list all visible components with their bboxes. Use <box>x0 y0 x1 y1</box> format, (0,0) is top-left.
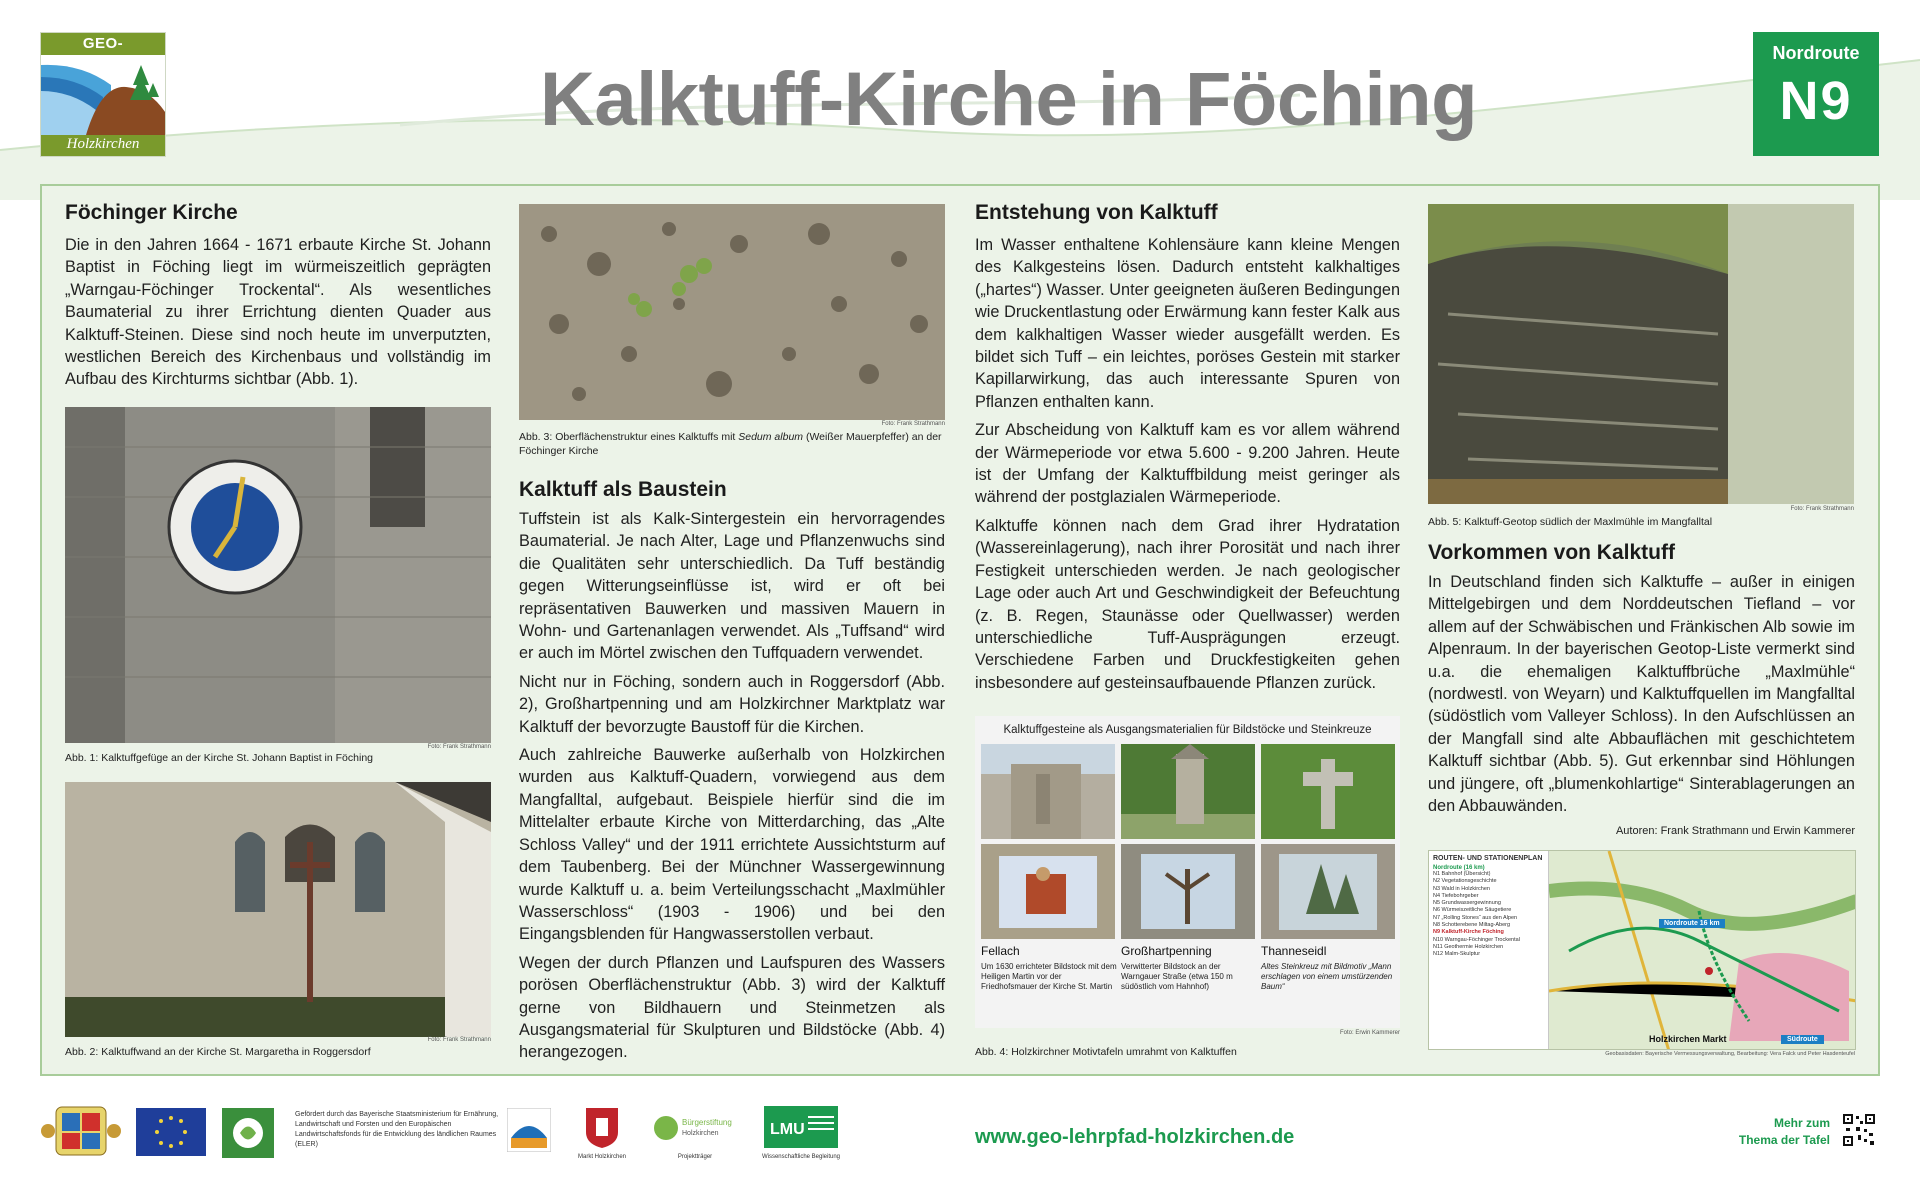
fig5-credit: Foto: Frank Strathmann <box>1790 506 1854 512</box>
markt-holzkirchen-crest <box>582 1106 622 1155</box>
grid-title: Kalktuffgesteine als Ausgangsmaterialien für Bildstöcke und Steinkreuze <box>1003 724 1372 736</box>
tile-thanneseidl-cross <box>1261 744 1395 839</box>
heading-vorkommen-von-kalktuff: Vorkommen von Kalktuff <box>1428 541 1675 564</box>
text-foechinger-kirche: Die in den Jahren 1664 - 1671 erbaute Kirche St. Johann Baptist in Föching liegt im würmeiszeitlich geprägten „Warngau-Föchinger Trockental“. Als wesentliches Baumaterial zu ihrer Errichtung dienten Quader aus Kalktuff-Steinen. Diese sind noch heute im unverputzten, westlichen Bereich des Kirchenbaus und vollständig im Aufbau des Kirchturms sichtbar (Abb. 1). <box>65 236 491 389</box>
website-link[interactable]: www.geo-lehrpfad-holzkirchen.de <box>975 1126 1295 1148</box>
bavaria-coat-of-arms-logo <box>40 1105 122 1162</box>
heading-foechinger-kirche: Föchinger Kirche <box>65 201 238 224</box>
fig4-credit: Foto: Erwin Kammerer <box>1339 1030 1400 1036</box>
logo-name: Holzkirchen <box>66 136 140 152</box>
stiftung-label: Projektträger <box>677 1154 713 1160</box>
fig1-caption: Abb. 1: Kalktuffgefüge an der Kirche St. Johann Baptist in Föching <box>65 752 374 764</box>
tile-fellach-church <box>981 744 1115 839</box>
legend-item: N2 Vegetationsgeschichte <box>1433 878 1497 885</box>
tile-desc-grosshartpenning: Verwitterter Bildstock an der Warngauer Straße (etwa 150 m südöstlich vom Hahnhof) <box>1121 962 1233 991</box>
svg-text:Holzkirchen: Holzkirchen <box>682 1130 719 1137</box>
fig3-credit: Foto: Frank Strathmann <box>881 421 945 427</box>
legend-title: ROUTEN- UND STATIONENPLAN <box>1433 855 1543 862</box>
tile-grosshartpenning-panel <box>1121 844 1255 939</box>
legend-item: N4 Tiefebohrgeber <box>1433 892 1479 899</box>
legend-item: N11 Geothermie Holzkirchen <box>1433 943 1504 950</box>
map-source: Geobasisdaten: Bayerische Vermessungsverwaltung, Bearbeitung: Vera Falck und Peter Hasdenteufel <box>1605 1051 1855 1057</box>
logo-title: GEO- <box>82 35 124 52</box>
route-map[interactable] <box>1428 850 1856 1050</box>
paragraph: Auch zahlreiche Bauwerke außerhalb von Holzkirchen wurden aus Kalktuff-Quadern, vorwiegend aus dem Mangfalltal, aufgebaut. Beispiele hierfür sind die im Mittelalter erbaute Kirche von Mitterdarching, das „Alte Schloss Valley“ und der 1911 errichtete Aussichtsturm auf dem Taubenberg. Bei der Münchner Wassergewinnung wurde Kalktuff u. a. beim Verteilungsschacht „Maxlmühler Wasserschloss“ (1903 - 1906) und bei den Eingangsblenden für Hangwasserstollen verbaut. <box>519 746 945 944</box>
route-code: N9 <box>1779 71 1853 131</box>
eu-flag-icon <box>136 1108 206 1161</box>
photo-tuff-surface-sedum <box>519 204 945 420</box>
buergerstiftung-logo <box>650 1108 738 1153</box>
fig2-credit: Foto: Frank Strathmann <box>427 1037 491 1043</box>
paragraph: Kalktuffe können nach dem Grad ihrer Hydratation (Wassereinlagerung), nach ihrer Porosität und nach ihrer Festigkeit unterschieden werden. Je nach geologischer Lage oder auch Art und Geschwindigkeit der Befeuchtung (z. B. Regen, Staunässe oder Quellwasser) werden unterschiedliche Tuff-Ausprägungen erzeugt. Verschiedene Farben und Druckfestigkeiten gehen insbesondere auf gesteinsaufbauende Pflanzen zurück. <box>975 516 1400 692</box>
photo-church-tower-clock <box>65 407 491 743</box>
north-route-label: Nordroute 16 km <box>1659 919 1725 928</box>
legend-item: N9 Kalktuff-Kirche Föching <box>1433 929 1504 936</box>
figure-motivtafeln <box>975 716 1400 1028</box>
lmu-label: Wissenschaftliche Begleitung <box>761 1154 841 1160</box>
text-vorkommen-von-kalktuff: In Deutschland finden sich Kalktuffe – außer in einigen Mittelgebirgen und dem Norddeutschen Tiefland – vor allem auf der Schwäbischen und Fränkischen Alb sowie im Alpenraum. In der bayerischen Geotop-Liste vermerkt sind u.a. die ehemaligen Kalktuffbrüche „Maxlmühle“ (nordwestl. von Weyarn) und Kalktuffquellen im Mangfalltal (südöstlich vom Valleyer Schloss). In den Aufschlüssen an der Mangfall sind alte Abbauflächen mit geschichtetem Kalktuff sichtbar (Abb. 5). Gut erkennbar sind Höhlungen und jüngere, oft „blumenkohlartige“ Sinterablagerungen an den Abbauwänden. <box>1428 573 1855 816</box>
tile-name-grosshartpenning: Großhartpenning <box>1121 944 1212 958</box>
text-kalktuff-als-baustein <box>519 508 945 1070</box>
more-about-topic[interactable] <box>1728 1115 1830 1149</box>
text-entstehung-von-kalktuff <box>975 234 1400 700</box>
authors: Autoren: Frank Strathmann und Erwin Kammerer <box>1615 825 1855 837</box>
legend-route: Nordroute (16 km) <box>1433 865 1485 871</box>
svg-text:Bürgerstiftung: Bürgerstiftung <box>682 1118 732 1127</box>
heading-entstehung-von-kalktuff: Entstehung von Kalktuff <box>975 201 1218 224</box>
landscape-icon <box>41 55 166 135</box>
route-label: Nordroute <box>1772 43 1860 63</box>
photo-tuff-wall-roggersdorf <box>65 782 491 1037</box>
lmu-logo <box>764 1106 838 1153</box>
fig5-caption: Abb. 5: Kalktuff-Geotop südlich der Maxlmühle im Mangfalltal <box>1428 516 1713 528</box>
paragraph: Zur Abscheidung von Kalktuff kam es vor allem während der Wärmeperiode vor etwa 5.600 - 9.200 Jahren. Heute ist der Umfang der Kalktuffbildung meist geringer als während der postglazialen Wärmeperiode. <box>975 421 1400 507</box>
legend-item: N6 Würmeiszeitliche Säugetiere <box>1433 907 1512 914</box>
legend-item: N7 „Rolling Stones“ aus den Alpen <box>1433 914 1518 921</box>
south-route-label: Südroute <box>1781 1035 1824 1044</box>
legend-list <box>1433 871 1544 959</box>
paragraph: Im Wasser enthaltene Kohlensäure kann kleine Mengen des Kalkgesteins lösen. Dadurch entsteht kalkhaltiges („hartes“) Wasser. Unter geeigneten äußeren Bedingungen wie Druckentlastung oder Erwärmung kann fester Kalk aus dem kalkhaltigen Wasser wieder ausgefällt werden. Es bildet sich Tuff – ein leichtes, poröses Gestein mit starker Kapillarwirkung, das auch interessante Spuren von Pflanzen enthalten kann. <box>975 236 1400 411</box>
tile-desc-fellach: Um 1630 errichteter Bildstock mit dem Heiligen Martin vor der Friedhofsmauer der Kirche St. Martin <box>981 962 1117 991</box>
route-badge <box>1753 32 1879 156</box>
paragraph: Nicht nur in Föching, sondern auch in Roggersdorf (Abb. 2), Großhartpenning und am Holzkirchner Marktplatz war Kalktuff der bevorzugte Baustoff für die Kirchen. <box>519 672 945 736</box>
tile-thanneseidl-panel <box>1261 844 1395 939</box>
heading-kalktuff-als-baustein: Kalktuff als Baustein <box>519 478 727 501</box>
page-title: Kalktuff-Kirche in Föching <box>540 57 1477 142</box>
fig1-credit: Foto: Frank Strathmann <box>427 744 491 750</box>
svg-text:LMU: LMU <box>770 1121 805 1138</box>
fig2-caption: Abb. 2: Kalktuffwand an der Kirche St. Margaretha in Roggersdorf <box>65 1046 371 1058</box>
lag-logo <box>507 1108 551 1157</box>
legend-item: N12 Malm-Skulptur <box>1433 951 1481 958</box>
more-line1: Mehr zum <box>1773 1116 1830 1130</box>
paragraph: Tuffstein ist als Kalk-Sintergestein ein hervorragendes Baumaterial. Je nach Alter, Lage und Pflanzenwuchs sind die Qualitäten sehr unterschiedlich. Da Tuff beständig gegen Witterungseinflüsse ist, wird er oft bei repräsentativen Bauwerken und massiven Mauern in Wohn- und Gartenanlagen verwendet. Als „Tuffsand“ wird er auch im Mörtel zwischen den Tuffquadern verwendet. <box>519 510 945 663</box>
geo-lehrpfad-logo[interactable] <box>40 32 166 157</box>
legend-item: N5 Grundwassergewinnung <box>1433 900 1501 907</box>
leader-logo <box>222 1108 274 1163</box>
tile-name-thanneseidl: Thanneseidl <box>1261 944 1327 958</box>
map-legend <box>1429 851 1549 1050</box>
qr-code-icon[interactable] <box>1842 1113 1876 1147</box>
map-town-label: Holzkirchen Markt <box>1649 1034 1727 1044</box>
funding-text: Gefördert durch das Bayerische Staatsministerium für Ernährung, Landwirtschaft und Forsten und den Europäischen Landwirtschaftsfonds für die Entwicklung des ländlichen Raumes (ELER) <box>295 1111 499 1148</box>
legend-item: N1 Bahnhof (Übersicht) <box>1433 871 1491 877</box>
paragraph: Wegen der durch Pflanzen und Laufspuren des Wassers porösen Oberflächenstruktur (Abb. 3) wird der Kalktuff gerne von Bildhauern und Steinmetzen als Ausgangsmaterial für Skulpturen und Bildstöcke (Abb. 4) herangezogen. <box>519 953 945 1062</box>
tile-desc-thanneseidl: Altes Steinkreuz mit Bildmotiv „Mann erschlagen von einem umstürzenden Baum“ <box>1261 962 1393 991</box>
legend-item: N10 Warngau-Föchinger Trockental <box>1433 936 1520 943</box>
photo-kalktuff-geotop <box>1428 204 1854 504</box>
fig4-caption: Abb. 4: Holzkirchner Motivtafeln umrahmt von Kalktuffen <box>975 1046 1237 1058</box>
fig3-caption: Abb. 3: Oberflächenstruktur eines Kalktuffs mit Sedum album (Weißer Mauerpfeffer) an der Föchinger Kirche <box>519 431 942 457</box>
map-graphic <box>1549 851 1856 1050</box>
more-line2: Thema der Tafel <box>1738 1133 1830 1147</box>
legend-item: N8 Schotterebene Miltag-Aberg <box>1433 922 1511 929</box>
tile-grosshartpenning-shrine <box>1121 744 1255 839</box>
legend-item: N3 Wald in Holzkirchen <box>1433 885 1490 892</box>
tile-name-fellach: Fellach <box>981 944 1020 958</box>
markt-label: Markt Holzkirchen <box>577 1154 626 1160</box>
tile-fellach-panel <box>981 844 1115 939</box>
